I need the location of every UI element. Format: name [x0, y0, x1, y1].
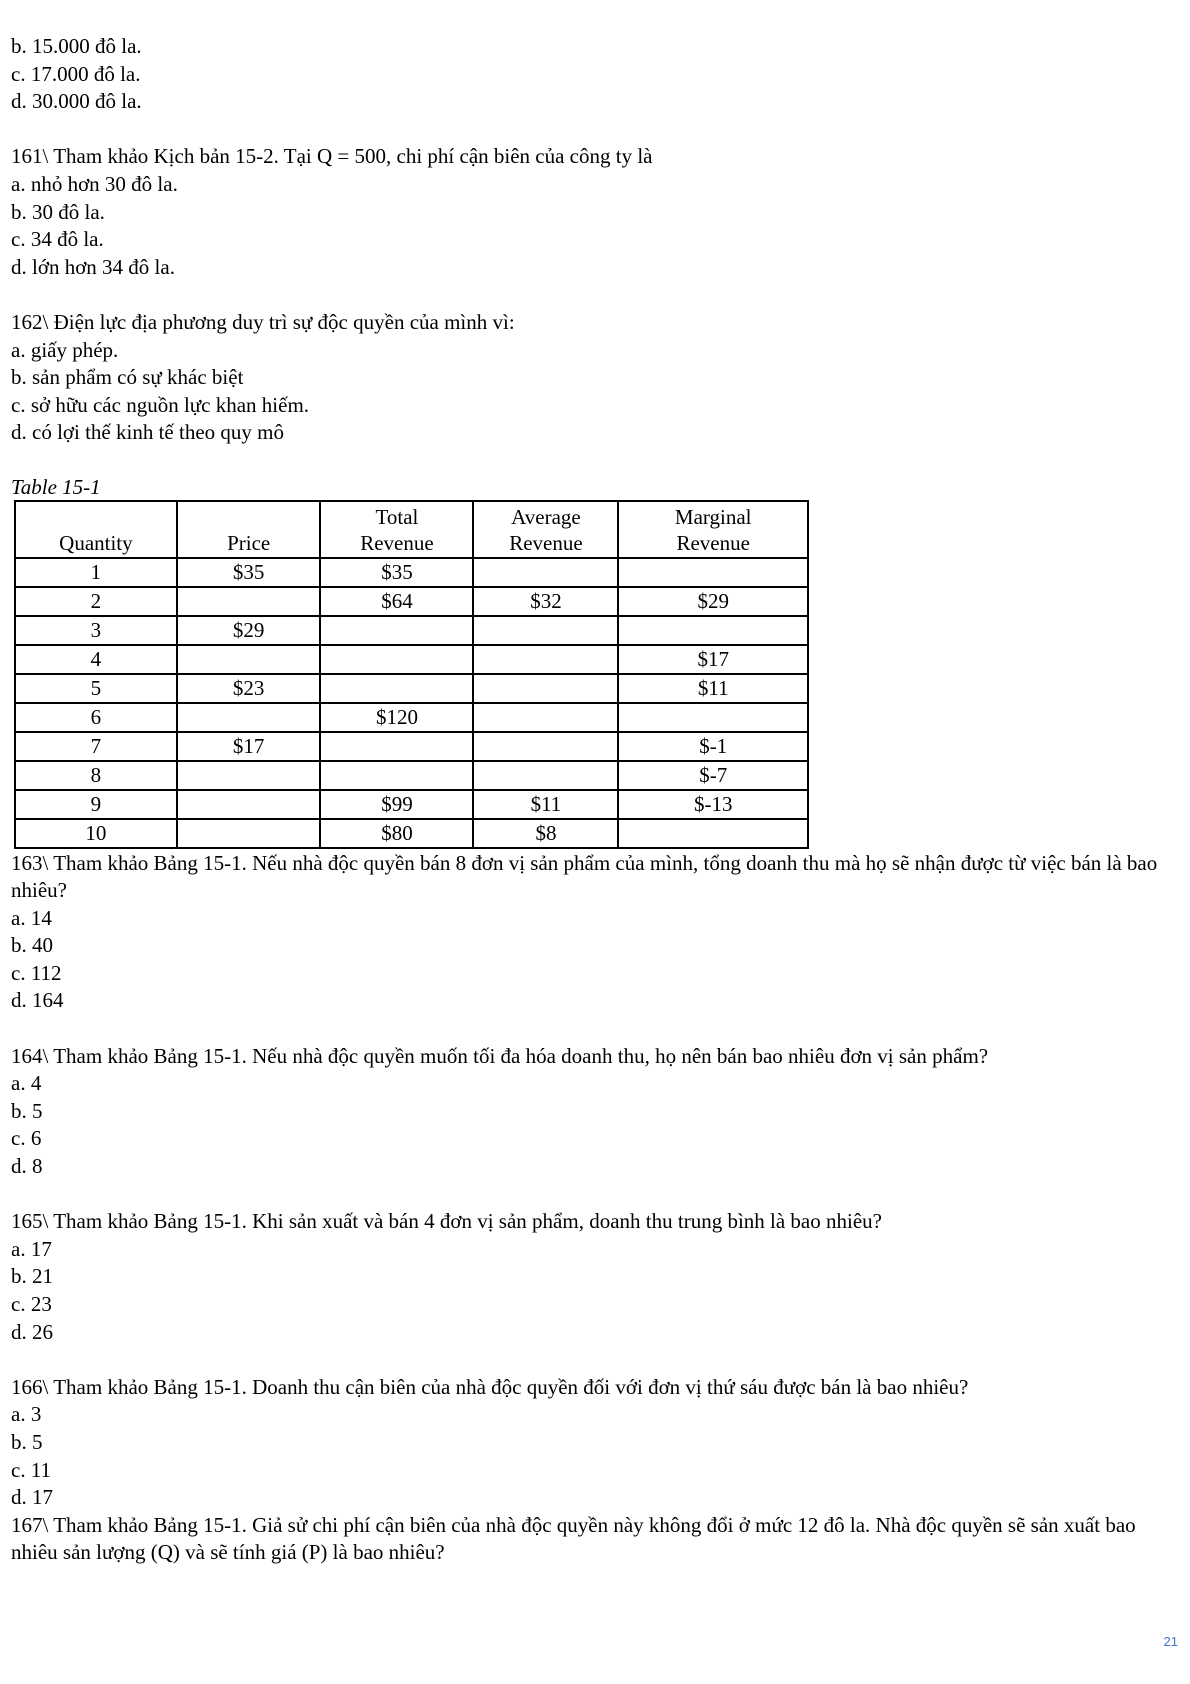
option-d: d. lớn hơn 34 đô la. — [11, 254, 175, 279]
option-a: a. 3 — [11, 1402, 42, 1427]
cell-total-revenue: $35 — [320, 558, 473, 587]
header-average-revenue: Average Revenue — [473, 501, 618, 558]
cell-price: $35 — [177, 558, 321, 587]
question-166 — [11, 1374, 1181, 1512]
cell-quantity: 2 — [15, 587, 177, 616]
option-b: b. 30 đô la. — [11, 199, 105, 224]
option-b: b. 5 — [11, 1098, 43, 1123]
cell-average-revenue — [473, 732, 618, 761]
option: c. 17.000 đô la. — [11, 61, 141, 86]
option-d: d. 164 — [11, 988, 64, 1013]
question-164 — [11, 1043, 1181, 1181]
cell-average-revenue: $32 — [473, 587, 618, 616]
table-row — [15, 703, 808, 732]
header-quantity: Quantity — [15, 501, 177, 558]
option-c: c. 112 — [11, 960, 62, 985]
cell-price — [177, 819, 321, 848]
option-d: d. 8 — [11, 1154, 43, 1179]
question-stem: 164\ Tham khảo Bảng 15-1. Nếu nhà độc quyền muốn tối đa hóa doanh thu, họ nên bán bao nhiêu đơn vị sản phẩm? — [11, 1043, 989, 1068]
cell-price — [177, 761, 321, 790]
header-total-revenue: Total Revenue — [320, 501, 473, 558]
cell-marginal-revenue — [618, 703, 808, 732]
cell-total-revenue — [320, 732, 473, 761]
cell-average-revenue — [473, 674, 618, 703]
table-row — [15, 558, 808, 587]
cell-total-revenue: $64 — [320, 587, 473, 616]
cell-quantity: 4 — [15, 645, 177, 674]
cell-quantity: 1 — [15, 558, 177, 587]
table-row — [15, 819, 808, 848]
cell-average-revenue — [473, 645, 618, 674]
prev-question-options — [11, 33, 1181, 116]
cell-price: $23 — [177, 674, 321, 703]
option-c: c. 11 — [11, 1457, 52, 1482]
question-stem: 163\ Tham khảo Bảng 15-1. Nếu nhà độc quyền bán 8 đơn vị sản phẩm của mình, tổng doanh thu mà họ sẽ nhận được từ việc bán là bao nhiêu? — [11, 850, 1158, 903]
cell-total-revenue: $80 — [320, 819, 473, 848]
cell-average-revenue — [473, 616, 618, 645]
option-c: c. 23 — [11, 1292, 52, 1316]
cell-average-revenue — [473, 558, 618, 587]
option-b: b. 40 — [11, 933, 53, 958]
question-167 — [11, 1512, 1181, 1567]
table-header-row — [15, 501, 808, 558]
option-b: b. 5 — [11, 1429, 43, 1454]
cell-marginal-revenue — [618, 819, 808, 848]
cell-average-revenue: $11 — [473, 790, 618, 819]
cell-price — [177, 587, 321, 616]
option-b: b. sản phẩm có sự khác biệt — [11, 365, 244, 390]
cell-total-revenue — [320, 616, 473, 645]
option-a: a. giấy phép. — [11, 337, 119, 362]
option-c: c. 34 đô la. — [11, 227, 104, 252]
table-row — [15, 674, 808, 703]
cell-marginal-revenue: $-1 — [618, 732, 808, 761]
cell-marginal-revenue: $29 — [618, 587, 808, 616]
table-row — [15, 761, 808, 790]
option-b: b. 21 — [11, 1264, 53, 1289]
cell-total-revenue: $120 — [320, 703, 473, 732]
table-caption: Table 15-1 — [11, 474, 101, 499]
cell-quantity: 5 — [15, 674, 177, 703]
revenue-table — [14, 500, 809, 849]
cell-average-revenue: $8 — [473, 819, 618, 848]
header-marginal-revenue: Marginal Revenue — [618, 501, 808, 558]
option-a: a. 17 — [11, 1236, 52, 1261]
cell-marginal-revenue: $-13 — [618, 790, 808, 819]
cell-total-revenue — [320, 645, 473, 674]
cell-average-revenue — [473, 703, 618, 732]
cell-price — [177, 703, 321, 732]
page-number: 21 — [1163, 1634, 1178, 1649]
cell-average-revenue — [473, 761, 618, 790]
option-d: d. 17 — [11, 1485, 53, 1510]
cell-marginal-revenue: $17 — [618, 645, 808, 674]
cell-quantity: 9 — [15, 790, 177, 819]
table-row — [15, 790, 808, 819]
table-row — [15, 732, 808, 761]
question-stem: 165\ Tham khảo Bảng 15-1. Khi sản xuất và bán 4 đơn vị sản phẩm, doanh thu trung bình là bao nhiêu? — [11, 1209, 882, 1234]
option: d. 30.000 đô la. — [11, 89, 142, 114]
cell-marginal-revenue: $-7 — [618, 761, 808, 790]
cell-price: $29 — [177, 616, 321, 645]
cell-marginal-revenue: $11 — [618, 674, 808, 703]
cell-marginal-revenue — [618, 558, 808, 587]
option-a: a. 14 — [11, 905, 52, 930]
cell-quantity: 10 — [15, 819, 177, 848]
question-stem: 162\ Điện lực địa phương duy trì sự độc quyền của mình vì: — [11, 309, 515, 334]
cell-price: $17 — [177, 732, 321, 761]
option-a: a. 4 — [11, 1071, 42, 1096]
header-price: Price — [177, 501, 321, 558]
option: b. 15.000 đô la. — [11, 34, 142, 58]
question-stem: 166\ Tham khảo Bảng 15-1. Doanh thu cận biên của nhà độc quyền đối với đơn vị thứ sáu được bán là bao nhiêu? — [11, 1374, 969, 1399]
document-page — [11, 33, 1181, 1567]
option-c: c. sở hữu các nguồn lực khan hiếm. — [11, 392, 310, 417]
cell-quantity: 8 — [15, 761, 177, 790]
cell-total-revenue: $99 — [320, 790, 473, 819]
question-stem: 161\ Tham khảo Kịch bản 15-2. Tại Q = 500, chi phí cận biên của công ty là — [11, 144, 653, 169]
option-c: c. 6 — [11, 1126, 42, 1151]
cell-marginal-revenue — [618, 616, 808, 645]
option-d: d. có lợi thế kinh tế theo quy mô — [11, 420, 284, 445]
question-163 — [11, 850, 1181, 1016]
question-162 — [11, 309, 1181, 447]
table-row — [15, 645, 808, 674]
cell-total-revenue — [320, 674, 473, 703]
table-row — [15, 616, 808, 645]
cell-price — [177, 645, 321, 674]
cell-price — [177, 790, 321, 819]
cell-total-revenue — [320, 761, 473, 790]
question-165 — [11, 1208, 1181, 1346]
question-161 — [11, 143, 1181, 281]
question-stem: 167\ Tham khảo Bảng 15-1. Giả sử chi phí cận biên của nhà độc quyền này không đổi ở mức 12 đô la. Nhà độc quyền sẽ sản xuất bao nhiêu sản lượng (Q) và sẽ tính giá (P) là bao nhiêu? — [11, 1512, 1136, 1565]
cell-quantity: 7 — [15, 732, 177, 761]
cell-quantity: 6 — [15, 703, 177, 732]
option-d: d. 26 — [11, 1319, 53, 1344]
table-body — [15, 558, 808, 848]
option-a: a. nhỏ hơn 30 đô la. — [11, 171, 178, 196]
cell-quantity: 3 — [15, 616, 177, 645]
table-row — [15, 587, 808, 616]
